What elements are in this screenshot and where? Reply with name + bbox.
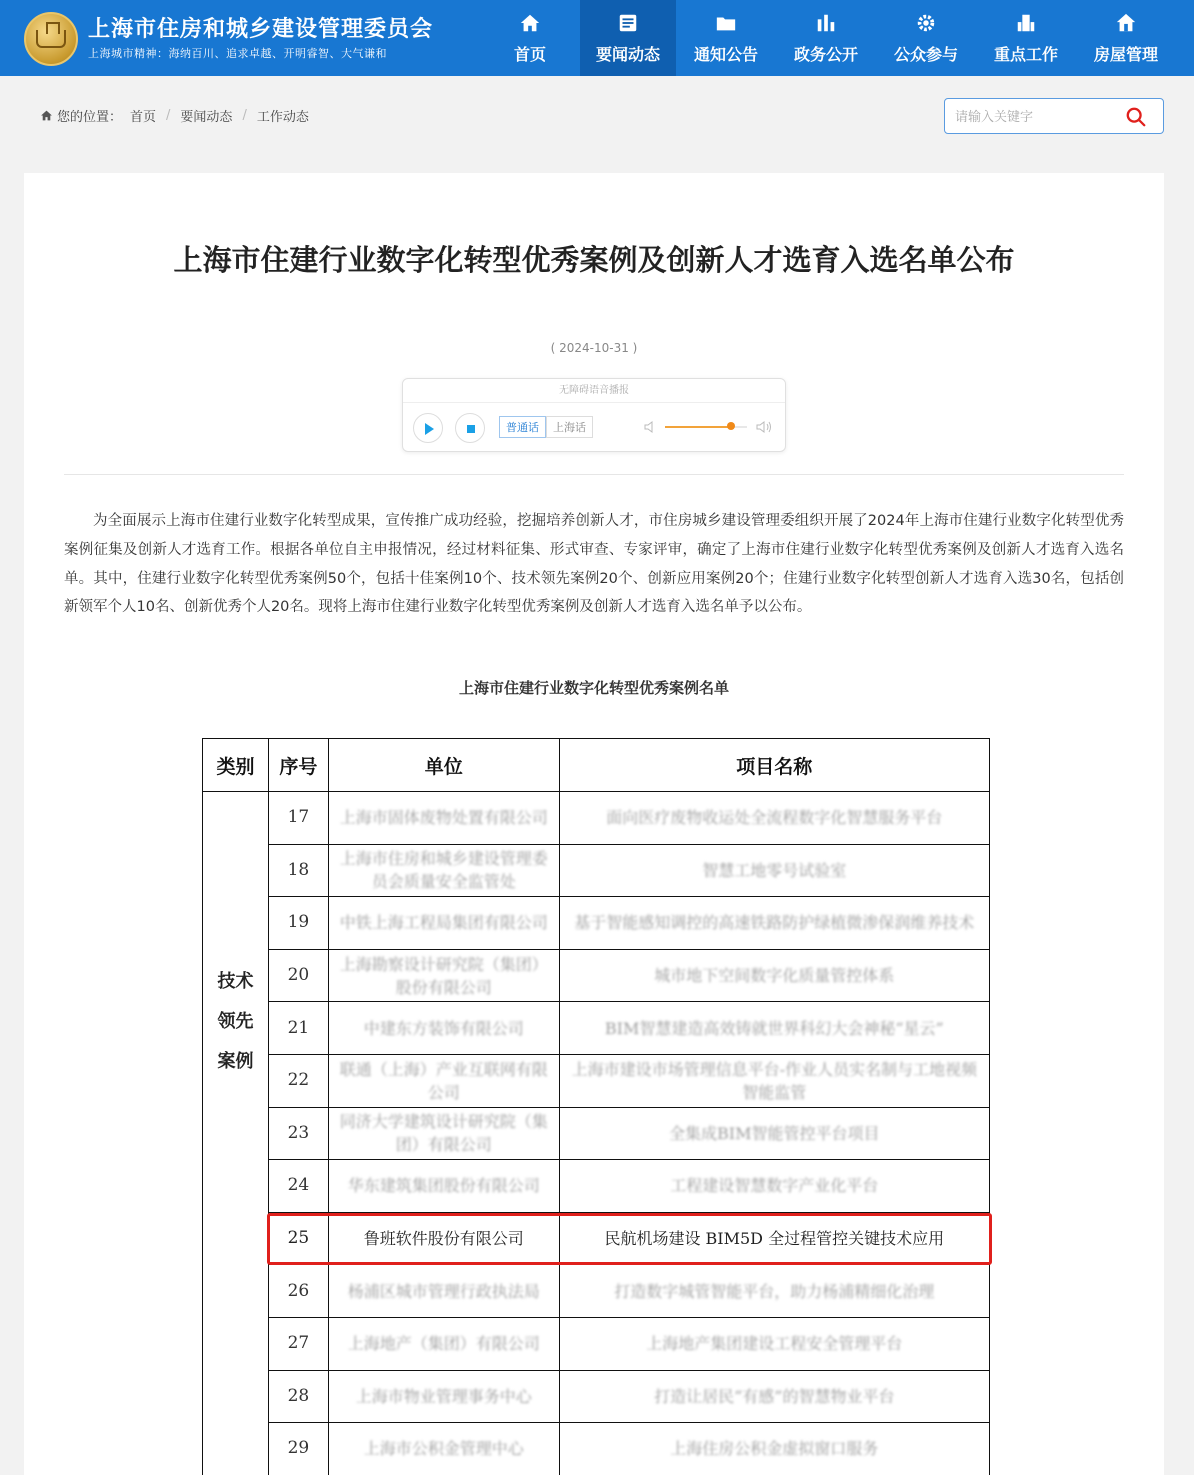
col-header-unit: 单位 [328, 739, 559, 792]
tower-icon [1015, 12, 1037, 34]
project-cell: 打造数字城管智能平台，助力杨浦精细化治理 [559, 1265, 989, 1318]
unit-cell: 上海市住房和城乡建设管理委员会质量安全监管处 [328, 844, 559, 897]
title-divider [64, 474, 1124, 475]
unit-cell: 中建东方装饰有限公司 [328, 1002, 559, 1055]
project-cell: 上海地产集团建设工程安全管理平台 [559, 1317, 989, 1370]
table-row [203, 844, 990, 897]
building-chart-icon [815, 12, 837, 34]
table-row [203, 1160, 990, 1213]
article-title: 上海市住建行业数字化转型优秀案例及创新人才选育入选名单公布 [173, 243, 1015, 277]
project-cell: BIM智慧建造高效铸就世界科幻大会神秘“星云” [559, 1002, 989, 1055]
unit-cell: 鲁班软件股份有限公司 [328, 1212, 559, 1265]
table-body [203, 792, 990, 1475]
project-cell: 打造让居民“有感”的智慧物业平台 [559, 1370, 989, 1423]
category-cell: 技术 领先 案例 [203, 792, 269, 1475]
unit-cell: 上海勘察设计研究院（集团）股份有限公司 [328, 949, 559, 1002]
language-switch [499, 416, 593, 438]
nav-label: 要闻动态 [595, 44, 660, 64]
row-number: 27 [268, 1317, 328, 1370]
nav-label: 房屋管理 [1093, 44, 1158, 64]
gear-icon [915, 12, 937, 34]
breadcrumb [40, 106, 309, 125]
case-list-table [202, 738, 990, 1475]
table-caption: 上海市住建行业数字化转型优秀案例名单 [458, 679, 729, 697]
play-icon [422, 422, 436, 436]
nav-label: 政务公开 [793, 44, 858, 64]
stop-button[interactable] [455, 413, 485, 443]
nav-item-public[interactable] [876, 0, 976, 76]
article-intro: 为全面展示上海市住建行业数字化转型成果，宣传推广成功经验，挖掘培养创新人才，市住房城乡建设管理委组织开展了2024年上海市住建行业数字化转型优秀案例征集及创新人才选育工作。根据各单位自主申报情况，经过材料征集、形式审查、专家评审，确定了上海市住建行业数字化转型优秀案例及创新人才选育入选名单。其中，住建行业数字化转型优秀案例50个，包括十佳案例10个、技术领先案例20个、创新应用案例20个；住建行业数字化转型创新人才选育入选30名，包括创新领军个人10名、创新优秀个人20名。现将上海市住建行业数字化转型优秀案例及创新人才选育入选名单予以公布。 [64, 513, 1124, 616]
nav-item-gov-open[interactable] [776, 0, 876, 76]
breadcrumb-work[interactable]: 工作动态 [256, 110, 309, 125]
table-row [203, 1054, 990, 1107]
home-icon [519, 12, 541, 34]
unit-cell: 上海市公积金管理中心 [328, 1423, 559, 1475]
site-title[interactable]: 上海市住房和城乡建设管理委员会 [88, 17, 434, 42]
breadcrumb-news[interactable]: 要闻动态 [180, 110, 233, 125]
nav-label: 通知公告 [693, 44, 758, 64]
row-number: 18 [268, 844, 328, 897]
search-box [944, 98, 1164, 134]
article-panel [24, 173, 1164, 1475]
project-cell: 城市地下空间数字化质量管控体系 [559, 949, 989, 1002]
search-input[interactable] [955, 107, 1115, 127]
home-icon [40, 109, 53, 122]
volume-fill [665, 426, 731, 428]
site-slogan: 上海城市精神：海纳百川、追求卓越、开明睿智、大气谦和 [88, 47, 387, 60]
table-header-row [203, 739, 990, 792]
unit-cell: 上海地产（集团）有限公司 [328, 1317, 559, 1370]
unit-cell: 联通（上海）产业互联网有限公司 [328, 1054, 559, 1107]
nav-label: 重点工作 [993, 44, 1058, 64]
col-header-number: 序号 [268, 739, 328, 792]
table-row [203, 897, 990, 950]
site-logo[interactable] [24, 12, 78, 66]
nav-label: 首页 [513, 44, 546, 64]
news-icon [617, 12, 639, 34]
table-row [203, 1317, 990, 1370]
volume-slider[interactable] [665, 426, 747, 428]
row-number: 24 [268, 1160, 328, 1213]
lang-mandarin[interactable]: 普通话 [499, 416, 546, 438]
main-nav [480, 0, 1176, 76]
unit-cell: 同济大学建筑设计研究院（集团）有限公司 [328, 1107, 559, 1160]
top-header [0, 0, 1194, 76]
house-icon [1115, 12, 1137, 34]
row-number: 22 [268, 1054, 328, 1107]
search-icon[interactable] [1125, 106, 1147, 128]
volume-knob[interactable] [727, 422, 735, 430]
unit-cell: 杨浦区城市管理行政执法局 [328, 1265, 559, 1318]
row-number: 19 [268, 897, 328, 950]
row-number: 28 [268, 1370, 328, 1423]
project-cell: 面向医疗废物收运处全流程数字化智慧服务平台 [559, 792, 989, 845]
article-date: ( 2024-10-31 ) [550, 341, 638, 355]
project-cell: 工程建设智慧数字产业化平台 [559, 1160, 989, 1213]
table-row [203, 1212, 990, 1265]
row-number: 25 [268, 1212, 328, 1265]
table-row [203, 1107, 990, 1160]
breadcrumb-separator: / [242, 108, 247, 123]
unit-cell: 上海市物业管理事务中心 [328, 1370, 559, 1423]
nav-label: 公众参与 [893, 44, 958, 64]
row-number: 21 [268, 1002, 328, 1055]
row-number: 17 [268, 792, 328, 845]
col-header-project: 项目名称 [559, 739, 989, 792]
project-cell: 上海市建设市场管理信息平台-作业人员实名制与工地视频智能监管 [559, 1054, 989, 1107]
project-cell: 民航机场建设 BIM5D 全过程管控关键技术应用 [559, 1212, 989, 1265]
table-row [203, 1370, 990, 1423]
project-cell: 基于智能感知调控的高速铁路防护绿植微渗保润维养技术 [559, 897, 989, 950]
player-caption: 无障碍语音播报 [403, 379, 785, 403]
project-cell: 全集成BIM智能管控平台项目 [559, 1107, 989, 1160]
logo-emblem-icon [36, 30, 66, 48]
nav-item-news[interactable] [580, 0, 676, 76]
nav-item-home[interactable] [480, 0, 580, 76]
project-cell: 智慧工地零号试验室 [559, 844, 989, 897]
audio-player [402, 378, 786, 452]
unit-cell: 中铁上海工程局集团有限公司 [328, 897, 559, 950]
breadcrumb-prefix: 您的位置： [57, 110, 123, 125]
volume-low-icon[interactable] [643, 420, 657, 434]
breadcrumb-home[interactable]: 首页 [130, 110, 157, 125]
nav-item-housing[interactable] [1076, 0, 1176, 76]
project-cell: 上海住房公积金虚拟窗口服务 [559, 1423, 989, 1475]
table-row [203, 949, 990, 1002]
volume-high-icon[interactable] [755, 420, 773, 434]
table-row [203, 792, 990, 845]
row-number: 26 [268, 1265, 328, 1318]
unit-cell: 华东建筑集团股份有限公司 [328, 1160, 559, 1213]
row-number: 23 [268, 1107, 328, 1160]
row-number: 20 [268, 949, 328, 1002]
nav-item-notice[interactable] [676, 0, 776, 76]
table-row [203, 1423, 990, 1475]
nav-item-key-work[interactable] [976, 0, 1076, 76]
table-row [203, 1265, 990, 1318]
table-row [203, 1002, 990, 1055]
play-button[interactable] [413, 413, 443, 443]
col-header-category: 类别 [203, 739, 269, 792]
lang-shanghainese[interactable]: 上海话 [546, 416, 593, 438]
row-number: 29 [268, 1423, 328, 1475]
stop-icon [464, 422, 478, 436]
unit-cell: 上海市固体废物处置有限公司 [328, 792, 559, 845]
breadcrumb-separator: / [166, 108, 171, 123]
folder-icon [715, 12, 737, 34]
